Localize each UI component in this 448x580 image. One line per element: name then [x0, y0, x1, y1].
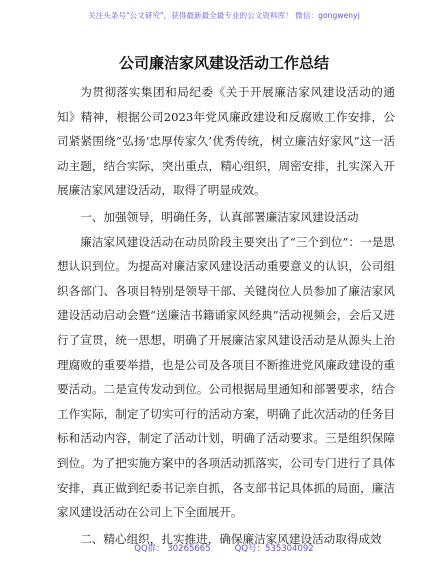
section-1-paragraph: 廉洁家风建设活动在动员阶段主要突出了“三个到位”：一是思想认识到位。为提高对廉洁家风建设活动重要意义的认识，公司组织各部门、各项目特别是领导干部、关键岗位人员参加了廉洁家风建设活动启动会暨“送廉洁书籍诵家风经典”活动视频会，会后又进行了宣贯，统一思想，明确了开展廉洁家风建设活动是从源头上治理腐败的重要举措，也是公司及各项目不断推进党风廉政建设的重要活动。二是宣传发动到位。公司根据局里通知和部署要求，结合工作实际，制定了切实可行的活动方案，明确了此次活动的任务目标和活动内容，制定了活动计划，明确了活动要求。三是组织保障到位。为了把实施方案中的各项活动抓落实，公司专门进行了具体安排，真正做到纪委书记亲自抓，各支部书记具体抓的局面，廉洁家风建设活动在公司上下全面展开。	[57, 234, 395, 520]
document-body	[57, 80, 395, 551]
section-heading-1: 一、加强领导，明确任务，认真部署廉洁家风建设活动	[80, 209, 359, 224]
intro-paragraph: 为贯彻落实集团和局纪委《关于开展廉洁家风建设活动的通知》精神，根据公司2023年党风廉政建设和反腐败工作安排，公司紧紧围绕“弘扬‘忠厚传家久’优秀传统，树立廉洁好家风”这一活动主题，结合实际，突出重点，精心组织，周密安排，扎实深入开展廉洁家风建设活动，取得了明显成效。	[57, 85, 395, 198]
contact-footer	[0, 542, 448, 554]
section-heading-2: 二、精心组织，扎实推进，确保廉洁家风建设活动取得成效	[80, 531, 382, 546]
document-title: 公司廉洁家风建设活动工作总结	[118, 54, 329, 72]
qq-group-text: QQ群： 30265665	[134, 544, 211, 554]
qq-number-text: QQ号：535304092	[234, 544, 314, 554]
promo-banner: 关注头条号"公文研究"，获得最新最全最专业的公文资料库！ 微信：gongwenyj	[88, 11, 360, 20]
